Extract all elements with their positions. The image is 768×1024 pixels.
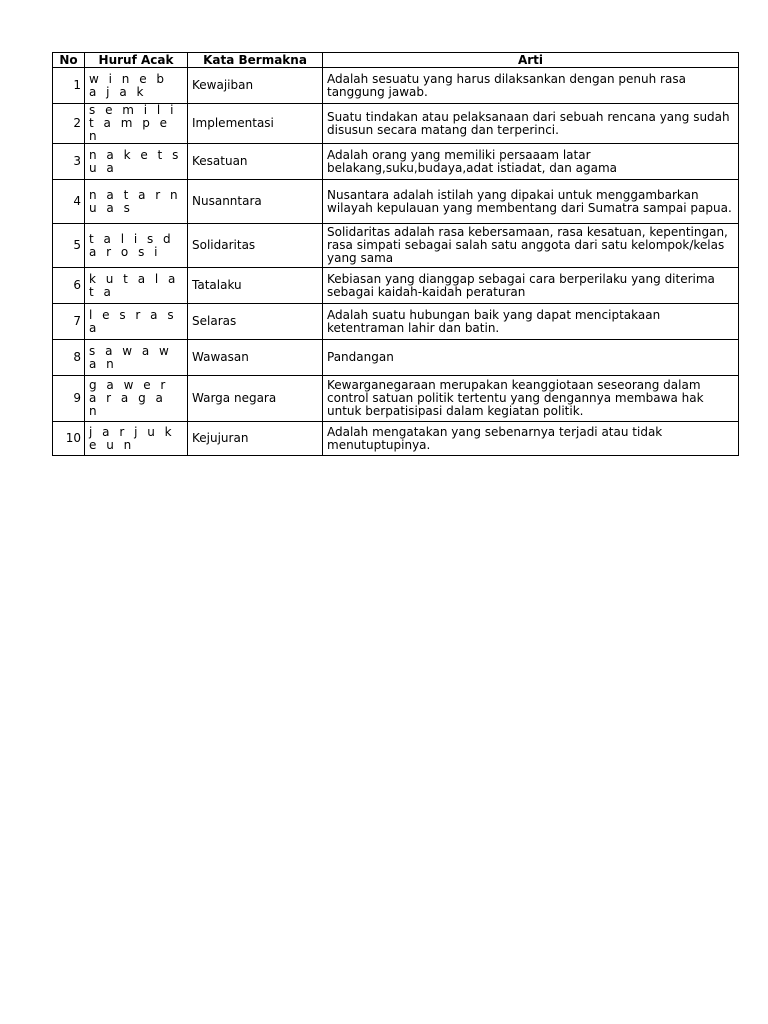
meaning-text: Pandangan [323,340,739,376]
table-row [53,104,739,144]
header-huruf-acak: Huruf Acak [85,53,188,68]
row-number: 10 [53,422,85,456]
meaningful-word: Implementasi [188,104,323,144]
scrambled-letters: s a w a w a n [85,340,188,376]
scrambled-letters: n a k e t s u a [85,144,188,180]
meaning-text: Nusantara adalah istilah yang dipakai untuk menggambarkan wilayah kepulauan yang membentang dari Sumatra sampai papua. [323,180,739,224]
meaningful-word: Kewajiban [188,68,323,104]
meaningful-word: Solidaritas [188,224,323,268]
row-number: 5 [53,224,85,268]
meaningful-word: Kejujuran [188,422,323,456]
meaningful-word: Tatalaku [188,268,323,304]
scrambled-letters: t a l i s d a r o s i [85,224,188,268]
meaningful-word: Nusanntara [188,180,323,224]
meaning-text: Adalah mengatakan yang sebenarnya terjadi atau tidak menutuptupinya. [323,422,739,456]
meaningful-word: Wawasan [188,340,323,376]
scrambled-letters: w i n e b a j a k [85,68,188,104]
row-number: 9 [53,376,85,422]
meaning-text: Kebiasan yang dianggap sebagai cara berperilaku yang diterima sebagai kaidah-kaidah peraturan [323,268,739,304]
meaning-text: Adalah orang yang memiliki persaaam latar belakang,suku,budaya,adat istiadat, dan agama [323,144,739,180]
table-header-row [53,53,739,68]
row-number: 2 [53,104,85,144]
table-row [53,224,739,268]
scrambled-letters: g a w e r a r a g a n [85,376,188,422]
meaningful-word: Warga negara [188,376,323,422]
scrambled-letters: n a t a r n u a s [85,180,188,224]
row-number: 3 [53,144,85,180]
meaningful-word: Kesatuan [188,144,323,180]
meaning-text: Kewarganegaraan merupakan keanggiotaan seseorang dalam control satuan politik tertentu yang dengannya membawa hak untuk berpatisipasi dalam kegiatan politik. [323,376,739,422]
meaning-text: Adalah sesuatu yang harus dilaksankan dengan penuh rasa tanggung jawab. [323,68,739,104]
scrambled-letters: j a r j u k e u n [85,422,188,456]
table-row [53,340,739,376]
scrambled-letters: s e m i l i t a m p e n [85,104,188,144]
row-number: 4 [53,180,85,224]
meaning-text: Solidaritas adalah rasa kebersamaan, rasa kesatuan, kepentingan, rasa simpati sebagai salah satu anggota dari satu kelompok/kelas yang sama [323,224,739,268]
table-row [53,304,739,340]
row-number: 7 [53,304,85,340]
table-row [53,180,739,224]
meaning-text: Adalah suatu hubungan baik yang dapat menciptakaan ketentraman lahir dan batin. [323,304,739,340]
table-row [53,68,739,104]
header-kata-bermakna: Kata Bermakna [188,53,323,68]
row-number: 1 [53,68,85,104]
row-number: 6 [53,268,85,304]
word-meaning-table [52,52,739,456]
header-no: No [53,53,85,68]
table-row [53,268,739,304]
header-arti: Arti [323,53,739,68]
meaningful-word: Selaras [188,304,323,340]
table-row [53,144,739,180]
scrambled-letters: l e s r a s a [85,304,188,340]
meaning-text: Suatu tindakan atau pelaksanaan dari sebuah rencana yang sudah disusun secara matang dan terperinci. [323,104,739,144]
table-row [53,422,739,456]
row-number: 8 [53,340,85,376]
scrambled-letters: k u t a l a t a [85,268,188,304]
table-row [53,376,739,422]
